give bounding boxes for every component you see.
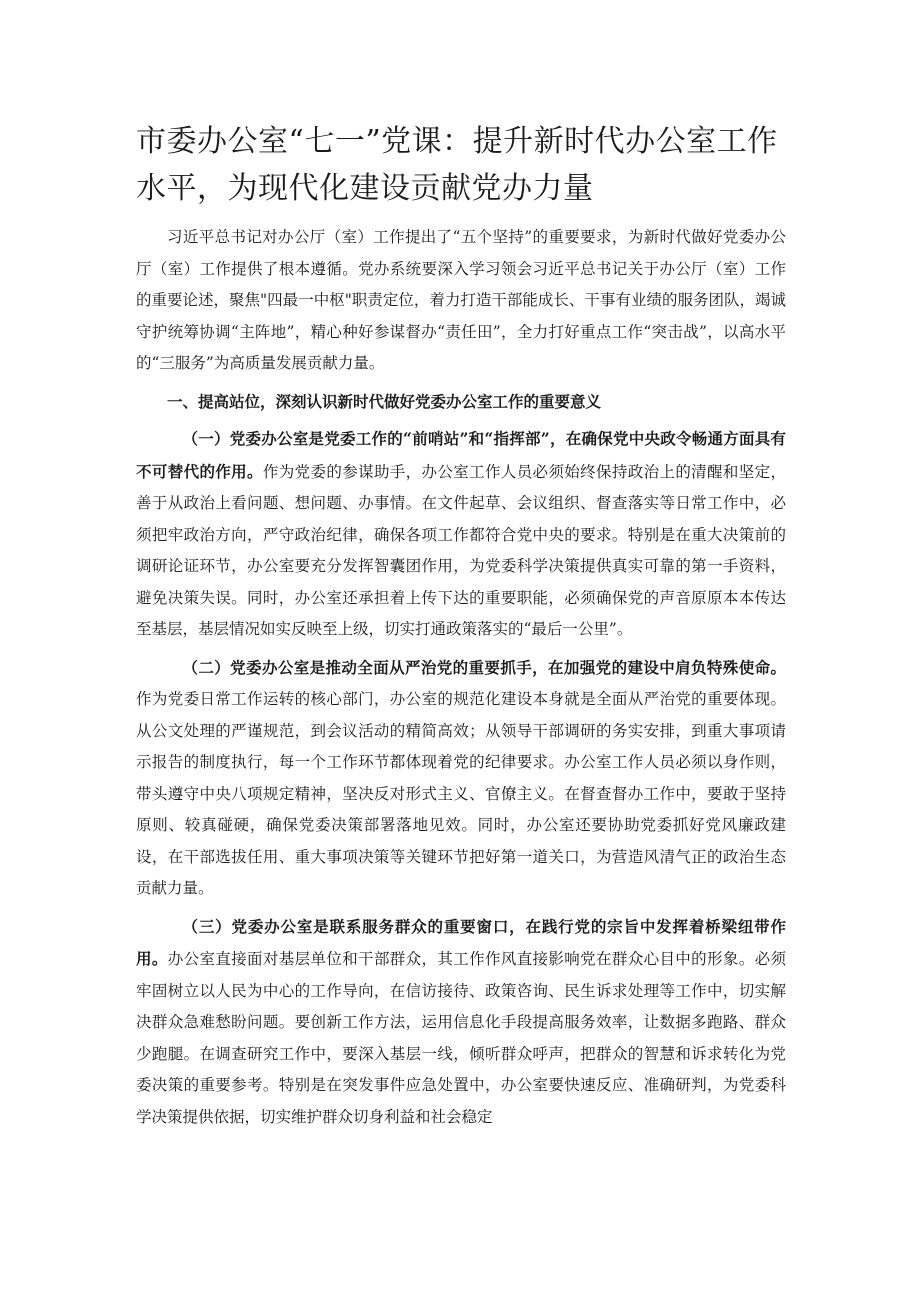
subsection-3 [136,911,786,1134]
subsection-1-lead: （一）党委办公室是党委工作的“前哨站”和“指挥部”，在确保党中央政令畅通方面具有不可替代的作用。 [136,429,786,481]
document-title: 市委办公室“七一”党课：提升新时代办公室工作水平，为现代化建设贡献党办力量 [136,124,778,206]
subsection-2-body: 作为党委日常工作运转的核心部门，办公室的规范化建设本身就是全面从严治党的重要体现。从公文处理的严谨规范，到会议活动的精简高效；从领导干部调研的务实安排，到重大事项请示报告的制度执行，每一个工作环节都体现着党的纪律要求。办公室工作人员必须以身作则，带头遵守中央八项规定精神，坚决反对形式主义、官僚主义。在督查督办工作中，要敢于坚持原则、较真碰硬，确保党委决策部署落地见效。同时，办公室还要协助党委抓好党风廉政建设，在干部选拔任用、重大事项决策等关键环节把好第一道关口，为营造风清气正的政治生态贡献力量。 [136,690,786,897]
document-page [136,118,786,1139]
subsection-2 [136,652,786,905]
intro-paragraph: 习近平总书记对办公厅（室）工作提出了“五个坚持”的重要要求，为新时代做好党委办公厅（室）工作提供了根本遵循。党办系统要深入学习领会习近平总书记关于办公厅（室）工作的重要论述，聚焦"四最一中枢"职责定位，着力打造干部能成长、干事有业绩的服务团队，竭诚守护统筹协调“主阵地”，精心种好参谋督办“责任田”，全力打好重点工作“突击战”，以高水平的“三服务”为高质量发展贡献力量。 [136,228,786,372]
section-heading-1: 一、提高站位，深刻认识新时代做好党委办公室工作的重要意义 [167,391,602,411]
subsection-3-lead: （三）党委办公室是联系服务群众的重要窗口，在践行党的宗旨中发挥着桥梁纽带作用。 [136,916,786,968]
subsection-3-body: 办公室直接面对基层单位和干部群众，其工作作风直接影响党在群众心目中的形象。必须牢固树立以人民为中心的工作导向，在信访接待、政策咨询、民生诉求处理等工作中，切实解决群众急难愁盼问题。要创新工作方法，运用信息化手段提高服务效率，让数据多跑路、群众少跑腿。在调查研究工作中，要深入基层一线，倾听群众呼声，把群众的智慧和诉求转化为党委决策的重要参考。特别是在突发事件应急处置中，办公室要快速反应、准确研判，为党委科学决策提供依据，切实维护群众切身利益和社会稳定 [136,950,786,1126]
subsection-2-lead: （二）党委办公室是推动全面从严治党的重要抓手，在加强党的建设中肩负特殊使命。 [182,657,786,677]
subsection-1-body: 作为党委的参谋助手，办公室工作人员必须始终保持政治上的清醒和坚定，善于从政治上看问题、想问题、办事情。在文件起草、会议组织、督查落实等日常工作中，必须把牢政治方向，严守政治纪律，确保各项工作都符合党中央的要求。特别是在重大决策前的调研论证环节，办公室要充分发挥智囊团作用，为党委科学决策提供真实可靠的第一手资料，避免决策失误。同时，办公室还承担着上传下达的重要职能，必须确保党的声音原原本本传达至基层，基层情况如实反映至上级，切实打通政策落实的“最后一公里”。 [136,462,786,638]
subsection-1 [136,423,786,646]
